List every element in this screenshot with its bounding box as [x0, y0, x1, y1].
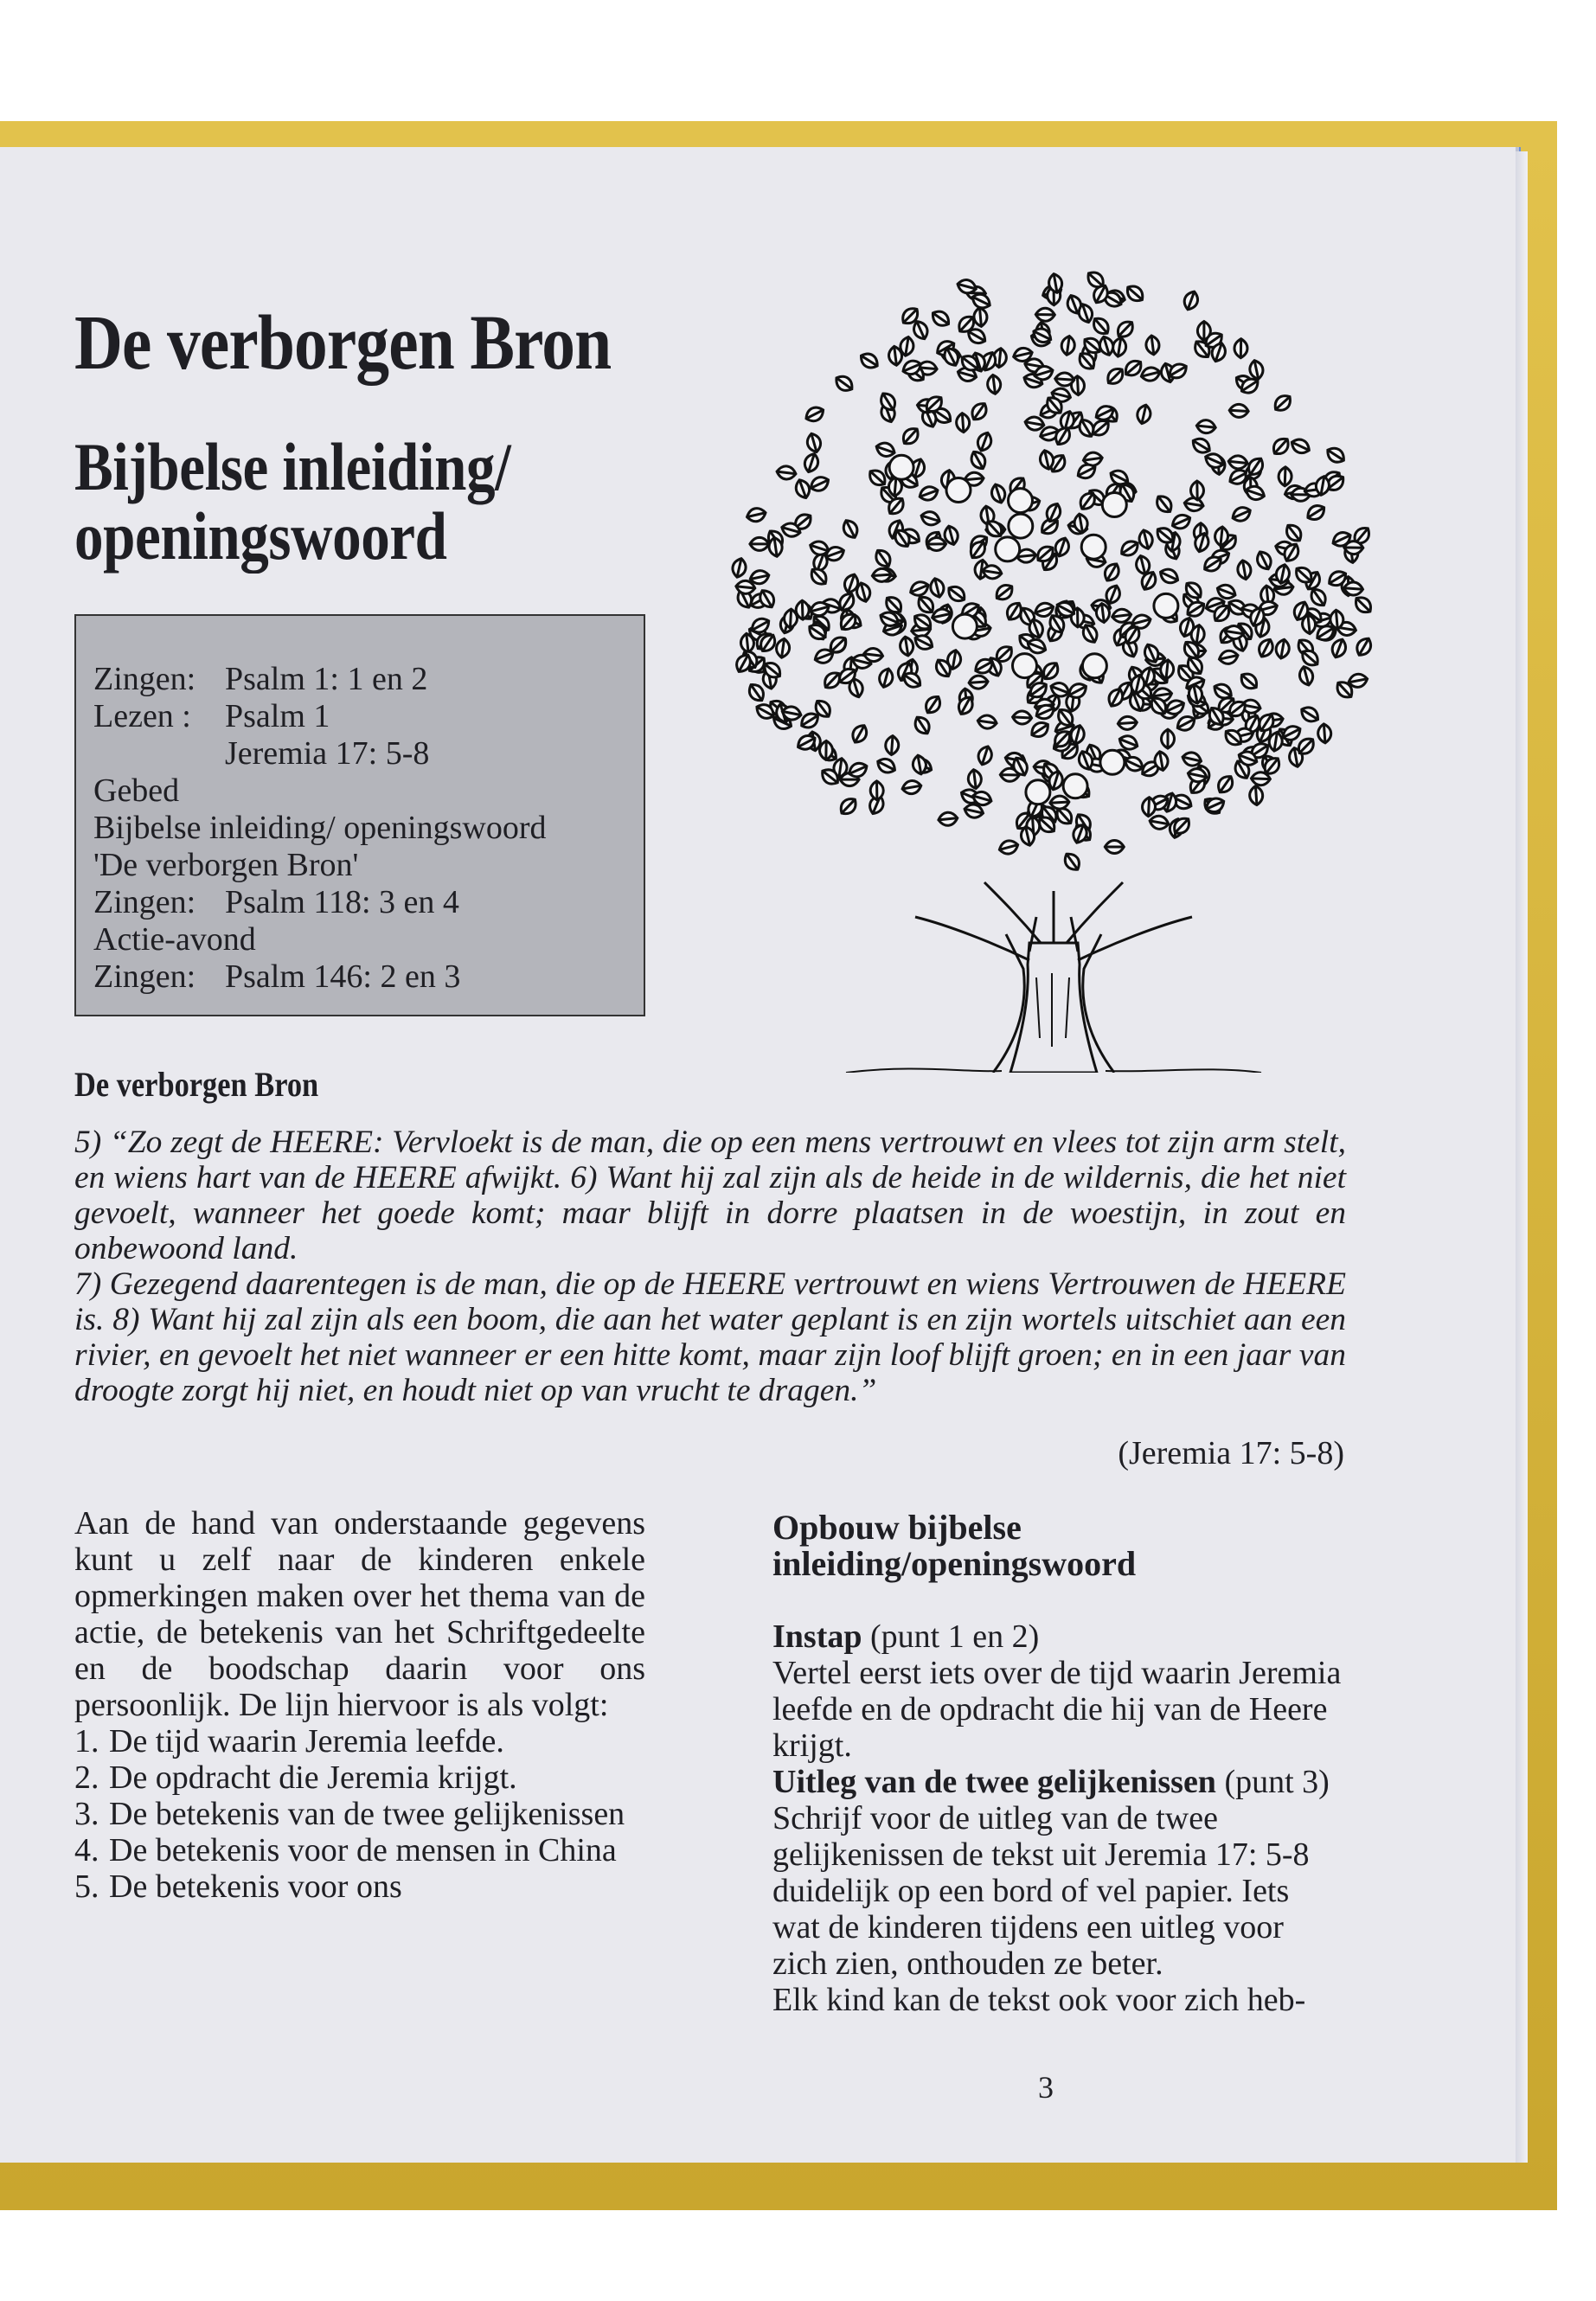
leaf-shape	[1317, 723, 1331, 743]
program-box	[74, 614, 645, 1016]
program-row: Zingen: Psalm 1: 1 en 2	[93, 661, 428, 697]
leaf-shape	[973, 307, 988, 327]
page-number: 3	[1038, 2070, 1054, 2105]
leaf-shape	[967, 769, 983, 790]
leaf-shape	[1251, 772, 1271, 785]
leaf-shape	[977, 715, 997, 730]
leaf-shape	[775, 638, 791, 658]
leaf-shape	[877, 667, 894, 689]
fruit-shape	[1154, 593, 1178, 618]
program-row: 'De verborgen Bron'	[93, 847, 359, 883]
leaf-shape	[1236, 560, 1253, 580]
leaf-shape	[1138, 529, 1155, 550]
leaf-shape	[1157, 567, 1180, 586]
list-item: 5. De betekenis voor ons	[74, 1868, 402, 1905]
leaf-shape	[731, 557, 748, 579]
quote-paragraph: 5) “Zo zegt de HEERE: Vervloekt is de man, die op een mens vertrouwt en vlees tot zijn arm stelt, en wiens hart van de HEERE afwijkt. 6) Want hij zal zijn als de heide in de wildernis, die het niet gevoelt, wanneer het goede komt; maar blijft in dorre plaatsen in de woestijn, in zout en onbewoond land.	[74, 1125, 1346, 1266]
leaf-shape	[1024, 415, 1045, 432]
leaf-shape	[1229, 404, 1249, 418]
uitleg-heading: Uitleg van de twee gelijkenissen (punt 3)	[772, 1764, 1330, 1800]
leaf-shape	[750, 537, 769, 550]
leaf-shape	[819, 740, 832, 760]
leaf-shape	[837, 611, 860, 633]
page-title: De verborgen Bron	[74, 300, 612, 386]
leaf-shape	[1118, 538, 1142, 560]
leaf-shape	[1189, 435, 1213, 456]
leaf-shape	[1354, 635, 1375, 658]
program-row: Gebed	[93, 772, 180, 809]
leaf-shape	[990, 483, 1008, 505]
leaf-shape	[805, 432, 823, 453]
structure-heading: Opbouw bijbelse inleiding/openingswoord	[772, 1508, 1137, 1583]
leaf-shape	[900, 425, 922, 447]
outline-list	[74, 1723, 645, 1905]
leaf-shape	[1254, 549, 1274, 572]
leaf-shape	[1352, 593, 1375, 616]
leaf-shape	[1218, 649, 1240, 665]
fruit-shape	[1081, 535, 1106, 559]
leaf-shape	[1196, 420, 1216, 434]
leaf-shape	[1274, 638, 1291, 659]
leaf-shape	[858, 350, 881, 371]
fruit-shape	[1009, 514, 1033, 538]
leaf-shape	[1270, 435, 1292, 458]
leaf-shape	[849, 722, 870, 746]
fruit-shape	[1082, 654, 1106, 678]
leaf-shape	[926, 537, 945, 550]
continued-text: Elk kind kan de tekst ook voor zich heb-	[772, 1982, 1306, 2018]
leaf-shape	[1215, 772, 1236, 796]
leaf-shape	[1090, 315, 1112, 337]
program-row: Jeremia 17: 5-8	[225, 735, 430, 772]
leaf-shape	[804, 404, 826, 424]
leaf-shape	[969, 675, 989, 689]
quote-reference: (Jeremia 17: 5-8)	[1118, 1435, 1344, 1471]
quote-paragraph: 7) Gezegend daarentegen is de man, die op de HEERE vertrouwt en wiens Vertrouwen de HEERE is. 8) Want hij zal zijn als een boom, die aan het water geplant is en zijn wortels uitschiet aan een rivier, en gevoelt het niet wanneer er een hitte komt, maar zijn loof blijft groen; en in een jaar van droogte zorgt hij niet, en houdt niet op van vrucht te dragen.”	[74, 1266, 1346, 1408]
leaf-shape	[1230, 504, 1253, 524]
leaf-shape	[1256, 637, 1276, 659]
leaf-shape	[1289, 436, 1311, 456]
leaf-shape	[1182, 290, 1201, 312]
leaf-shape	[901, 779, 922, 796]
fruit-shape	[889, 455, 913, 479]
fruit-shape	[1063, 774, 1087, 798]
tree-illustration	[708, 260, 1400, 1073]
leaf-shape	[922, 693, 944, 716]
leaf-shape	[1272, 392, 1294, 414]
leaf-shape	[1298, 665, 1315, 687]
leaf-shape	[997, 838, 1019, 856]
leaf-shape	[1112, 608, 1132, 624]
leaf-shape	[784, 609, 798, 629]
leaf-shape	[1304, 502, 1328, 522]
fruit-shape	[952, 614, 977, 638]
leaf-shape	[1344, 541, 1363, 554]
list-item: 2. De opdracht die Jeremia krijgt.	[74, 1759, 517, 1796]
leaf-shape	[956, 413, 970, 433]
leaf-shape	[1050, 796, 1070, 810]
fruit-shape	[996, 537, 1020, 561]
right-column	[772, 1509, 1343, 2018]
leaf-shape	[1170, 512, 1192, 532]
left-column	[74, 1505, 645, 1905]
instap-text: Vertel eerst iets over de tijd waarin Jeremia leefde en de opdracht die hij van de Heere krijgt.	[772, 1655, 1342, 1764]
program-row: Lezen : Psalm 1	[93, 698, 330, 734]
leaf-shape	[1197, 322, 1210, 341]
leaf-shape	[993, 581, 1016, 603]
leaf-shape	[938, 811, 958, 826]
leaf-shape	[920, 510, 941, 528]
leaf-shape	[875, 440, 897, 458]
leaf-shape	[908, 579, 931, 598]
leaf-shape	[1190, 481, 1203, 500]
list-item: 4. De betekenis voor de mensen in China	[74, 1832, 617, 1868]
leaf-shape	[1114, 317, 1137, 340]
leaf-shape	[975, 431, 994, 453]
fruit-shape	[1102, 493, 1126, 517]
list-item: 1. De tijd waarin Jeremia leefde.	[74, 1723, 504, 1759]
leaf-shape	[1227, 455, 1247, 470]
leaf-shape	[1330, 638, 1349, 660]
leaf-shape	[885, 735, 899, 755]
leaf-shape	[1162, 729, 1175, 748]
leaf-shape	[837, 795, 860, 817]
leaf-shape	[976, 745, 994, 767]
leaf-shape	[1035, 308, 1054, 321]
leaf-shape	[1142, 797, 1156, 817]
leaf-shape	[1061, 335, 1076, 356]
leaf-shape	[986, 375, 1002, 395]
fruit-shape	[946, 478, 971, 503]
leaf-shape	[928, 577, 945, 599]
page-edge	[1516, 151, 1528, 2163]
uitleg-text: Schrijf voor de uitleg van de twee gelijkenissen de tekst uit Jeremia 17: 5-8 duidelijk op een bord of vel papier. Iets wat de kinderen tijdens een uitleg voor zich zien, onthouden ze beter.	[772, 1800, 1310, 1982]
leaf-shape	[1118, 716, 1138, 730]
leaf-shape	[872, 547, 894, 570]
leaf-shape	[1234, 339, 1247, 358]
instap-heading: Instap (punt 1 en 2)	[772, 1618, 1040, 1655]
fruit-shape	[1026, 780, 1050, 804]
scripture-quote	[74, 1125, 1346, 1408]
leaf-shape	[870, 781, 883, 800]
leaf-shape	[918, 484, 940, 503]
leaf-shape	[1140, 366, 1162, 383]
program-row: Bijbelse inleiding/ openingswoord	[93, 810, 547, 846]
leaf-shape	[1248, 359, 1265, 381]
quote-heading: De verborgen Bron	[74, 1065, 319, 1104]
leaf-shape	[1238, 670, 1260, 693]
leaf-shape	[929, 308, 952, 330]
leaf-shape	[1279, 467, 1292, 487]
leaf-shape	[1145, 335, 1161, 356]
list-item: 3. De betekenis van de twee gelijkenissen	[74, 1796, 625, 1832]
leaf-shape	[746, 506, 767, 523]
leaf-shape	[1061, 850, 1083, 874]
leaf-shape	[1029, 719, 1052, 740]
section-subtitle: Bijbelse inleiding/ openingswoord	[74, 429, 511, 574]
leaf-shape	[776, 465, 797, 481]
leaf-shape	[840, 517, 860, 540]
program-row: Actie-avond	[93, 921, 256, 958]
leaf-shape	[899, 636, 914, 657]
leaf-shape	[808, 474, 830, 494]
leaf-shape	[969, 400, 990, 423]
leaf-shape	[1249, 785, 1263, 805]
leaf-shape	[833, 373, 856, 394]
intro-paragraph: Aan de hand van onderstaande gegevens kunt u zelf naar de kinderen enkele opmerkingen maken over het thema van de actie, de betekenis van het Schriftgedeelte en de boodschap daarin voor ons persoonlijk. De lijn hiervoor is als volgt:	[74, 1505, 645, 1723]
leaf-shape	[1104, 365, 1126, 388]
leaf-shape	[875, 756, 897, 776]
leaf-shape	[945, 583, 969, 605]
leaf-shape	[1298, 704, 1322, 725]
fruit-shape	[1013, 654, 1037, 678]
leaf-shape	[793, 478, 812, 500]
program-row: Zingen: Psalm 118: 3 en 4	[93, 884, 459, 920]
leaf-shape	[1012, 710, 1032, 724]
leaf-shape	[1153, 492, 1175, 516]
leaf-shape	[912, 714, 933, 737]
leaf-shape	[968, 449, 989, 472]
leaf-shape	[1105, 841, 1124, 854]
leaf-shape	[1149, 814, 1170, 830]
leaf-shape	[808, 565, 830, 587]
leaf-shape	[1136, 403, 1153, 425]
leaf-shape	[1324, 445, 1348, 466]
leaf-shape	[1124, 282, 1146, 304]
leaf-shape	[1054, 372, 1074, 386]
fruit-shape	[1100, 750, 1125, 774]
program-row: Zingen: Psalm 146: 2 en 3	[93, 958, 461, 995]
fruit-shape	[1009, 489, 1033, 513]
leaf-shape	[821, 669, 843, 691]
leaf-shape	[802, 452, 820, 474]
